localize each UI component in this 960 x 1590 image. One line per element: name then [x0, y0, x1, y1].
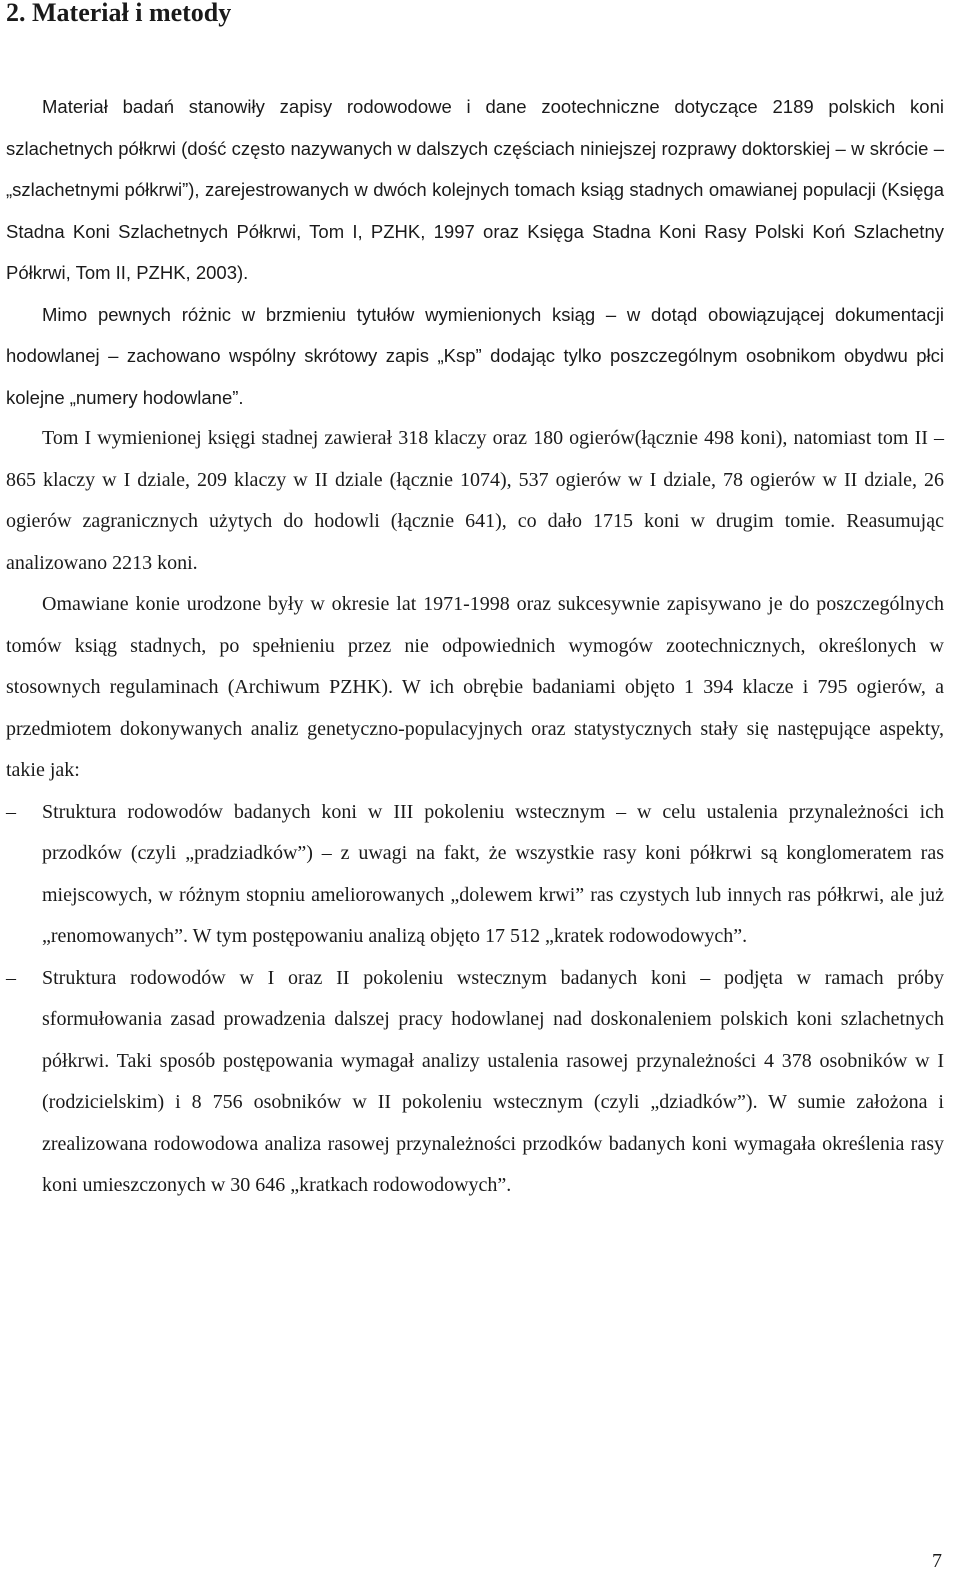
- section-heading: 2. Materiał i metody: [6, 0, 232, 27]
- paragraph-volume-counts: Tom I wymienionej księgi stadnej zawierał 318 klaczy oraz 180 ogierów(łącznie 498 koni), natomiast tom II – 865 klaczy w I dziale, 209 klaczy w II dziale (łącznie 1074), 537 ogierów w I dziale, 78 ogierów w II dziale, 26 ogierów zagranicznych użytych do hodowli (łącznie 641), co dało 1715 koni w drugim tomie. Reasumując analizowano 2213 koni.: [6, 427, 944, 574]
- paragraph-materials: Materiał badań stanowiły zapisy rodowodowe i dane zootechniczne dotyczące 2189 polskich koni szlachetnych półkrwi (dość często nazywanych w dalszych częściach niniejszej rozprawy doktorskiej – w skrócie – „szlachetnymi półkrwi”), zarejestrowanych w dwóch kolejnych tomach ksiąg stadnych omawianej populacji (Księga Stadna Koni Szlachetnych Półkrwi, Tom I, PZHK, 1997 oraz Księga Stadna Koni Rasy Polski Koń Szlachetny Półkrwi, Tom II, PZHK, 2003).: [6, 96, 944, 283]
- dash-bullet: –: [6, 800, 16, 823]
- section-body: [6, 86, 944, 1207]
- dash-bullet: –: [6, 966, 16, 989]
- page-number: 7: [932, 1550, 942, 1572]
- list-item: [6, 958, 944, 1207]
- aspects-list: [6, 792, 944, 1207]
- list-item: [6, 792, 944, 958]
- list-item-text: Struktura rodowodów w I oraz II pokoleniu wstecznym badanych koni – podjęta w ramach próby sformułowania zasad prowadzenia dalszej pracy hodowlanej nad doskonaleniem polskich koni szlachetnych półkrwi. Taki sposób postępowania wymagał analizy ustalenia rasowej przynależności 4 378 osobników w I (rodzicielskim) i 8 756 osobników w II pokoleniu wstecznym (czyli „dziadków”). W sumie założona i zrealizowana rodowodowa analiza rasowej przynależności przodków badanych koni wymagała określenia rasy koni umieszczonych w 30 646 „kratkach rodowodowych”.: [42, 966, 944, 1196]
- paragraph-book-titles: Mimo pewnych różnic w brzmieniu tytułów wymienionych ksiąg – w dotąd obowiązującej dokumentacji hodowlanej – zachowano wspólny skrótowy zapis „Ksp” dodając tylko poszczególnym osobnikom obydwu płci kolejne „numery hodowlane”.: [6, 303, 944, 408]
- list-item-text: Struktura rodowodów badanych koni w III pokoleniu wstecznym – w celu ustalenia przynależności ich przodków (czyli „pradziadków”) – z uwagi na fakt, że wszystkie rasy koni półkrwi są konglomeratem ras miejscowych, w różnym stopniu ameliorowanych „dolewem krwi” ras czystych lub innych ras półkrwi, ale już „renomowanych”. W tym postępowaniu analizą objęto 17 512 „kratek rodowodowych”.: [42, 800, 944, 947]
- paragraph-birth-period: Omawiane konie urodzone były w okresie lat 1971-1998 oraz sukcesywnie zapisywano je do poszczególnych tomów ksiąg stadnych, po spełnieniu przez nie odpowiednich wymogów zootechnicznych, określonych w stosownych regulaminach (Archiwum PZHK). W ich obrębie badaniami objęto 1 394 klacze i 795 ogierów, a przedmiotem dokonywanych analiz genetyczno-populacyjnych oraz statystycznych stały się następujące aspekty, takie jak:: [6, 593, 944, 781]
